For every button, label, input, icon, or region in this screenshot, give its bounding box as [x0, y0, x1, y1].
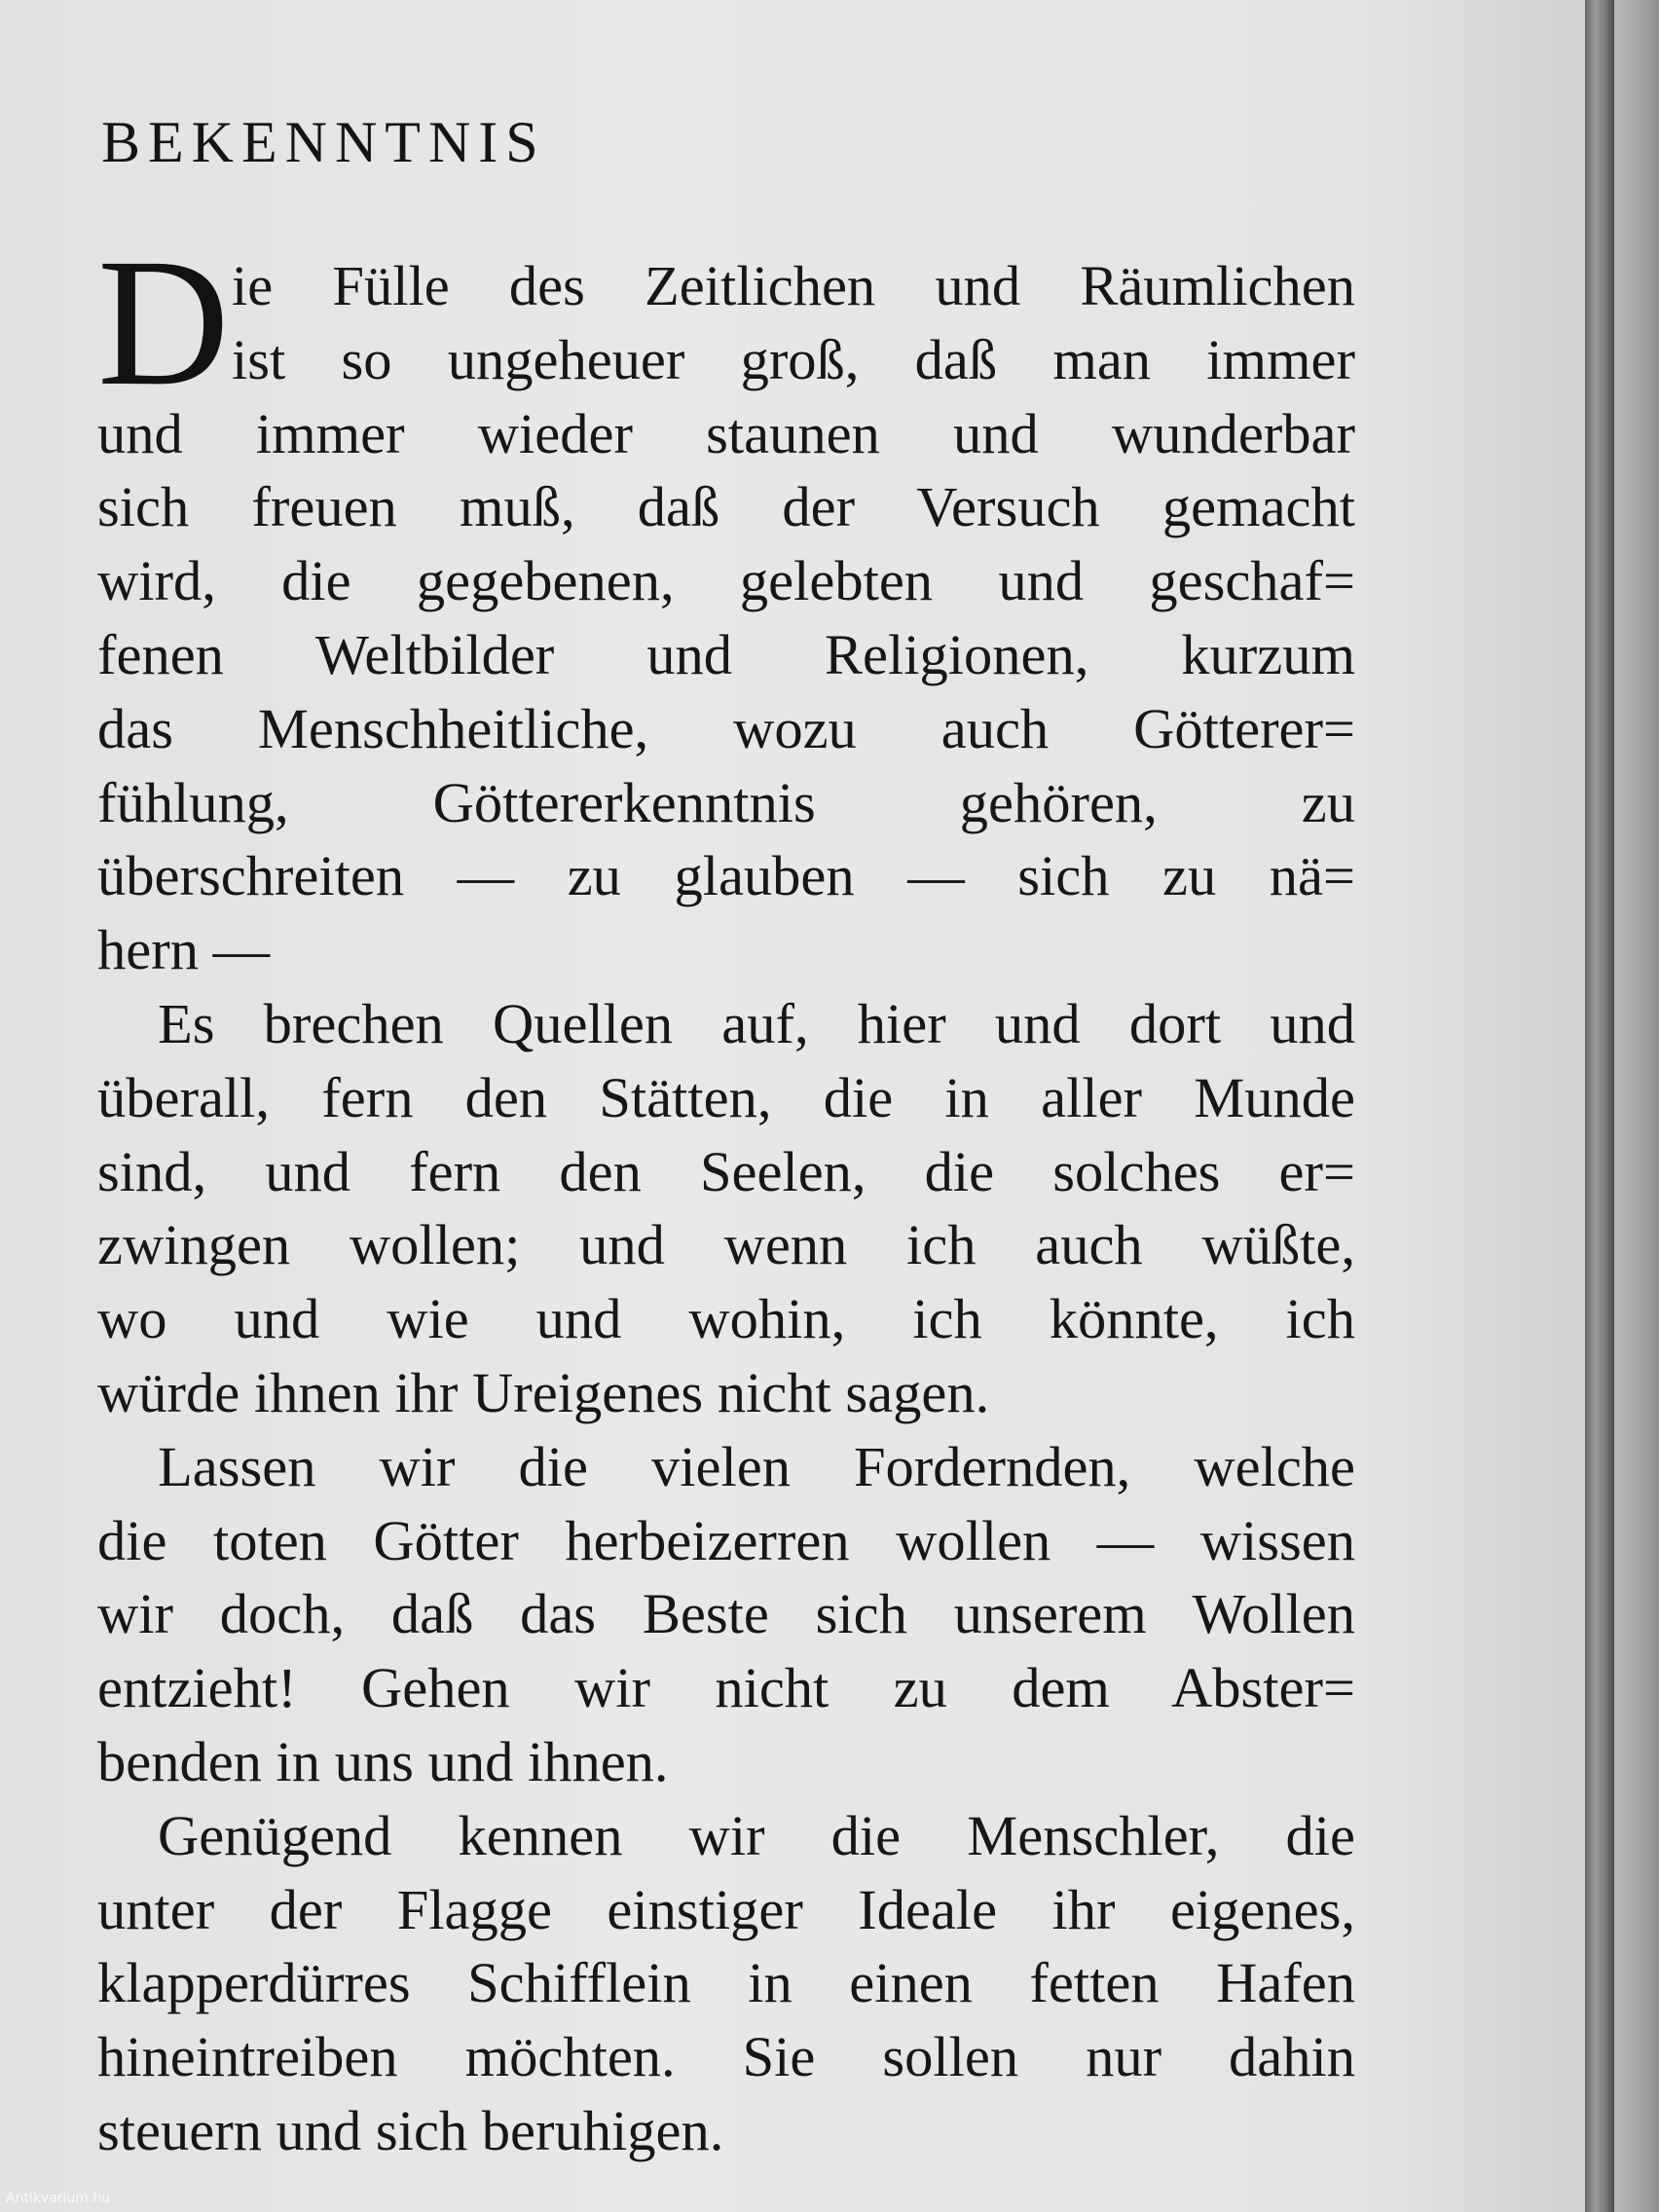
text-line: Genügend kennen wir die Menschler, die — [158, 1803, 1355, 1867]
text-line: klapperdürres Schifflein in einen fetten Hafen — [97, 1951, 1355, 2015]
text-line: fühlung, Göttererkenntnis gehören, zu — [97, 770, 1355, 834]
text-line: wo und wie und wohin, ich könnte, ich — [97, 1287, 1355, 1351]
text-line: zwingen wollen; und wenn ich auch wüßte, — [97, 1213, 1355, 1277]
text-line: die toten Götter herbeizerren wollen — wissen — [97, 1508, 1355, 1572]
page-gutter-shadow — [1585, 0, 1614, 2212]
text-line: würde ihnen ihr Ureigenes nicht sagen. — [97, 1360, 990, 1424]
text-line: benden in uns und ihnen. — [97, 1729, 669, 1793]
text-line: wir doch, daß das Beste sich unserem Wollen — [97, 1582, 1355, 1646]
text-line: sich freuen muß, daß der Versuch gemacht — [97, 475, 1355, 539]
body-text — [97, 220, 1355, 2168]
page-heading: BEKENNTNIS — [101, 110, 546, 174]
drop-cap: D — [97, 220, 230, 424]
text-line: hineintreiben möchten. Sie sollen nur dahin — [97, 2025, 1355, 2089]
text-line: hern — — [97, 918, 271, 982]
text-line: unter der Flagge einstiger Ideale ihr eigenes, — [97, 1877, 1355, 1941]
text-line: ist so ungeheuer groß, daß man immer — [232, 327, 1355, 391]
text-line: wird, die gegebenen, gelebten und geschaf= — [97, 549, 1355, 613]
text-line: Es brechen Quellen auf, hier und dort und — [158, 991, 1355, 1055]
text-line: und immer wieder staunen und wunderbar — [97, 401, 1355, 465]
text-line: Lassen wir die vielen Fordernden, welche — [158, 1434, 1355, 1498]
text-line: überschreiten — zu glauben — sich zu nä= — [97, 844, 1355, 908]
text-line: überall, fern den Stätten, die in aller Munde — [97, 1065, 1355, 1129]
next-page-edge — [1614, 0, 1659, 2212]
text-line: entzieht! Gehen wir nicht zu dem Abster= — [97, 1656, 1355, 1720]
watermark: Antikvarium.hu — [6, 2191, 111, 2206]
text-line: das Menschheitliche, wozu auch Götterer= — [97, 696, 1355, 760]
text-line: ie Fülle des Zeitlichen und Räumlichen — [232, 254, 1355, 317]
text-line: sind, und fern den Seelen, die solches er= — [97, 1139, 1355, 1203]
text-line: steuern und sich beruhigen. — [97, 2098, 724, 2162]
text-line: fenen Weltbilder und Religionen, kurzum — [97, 622, 1355, 686]
